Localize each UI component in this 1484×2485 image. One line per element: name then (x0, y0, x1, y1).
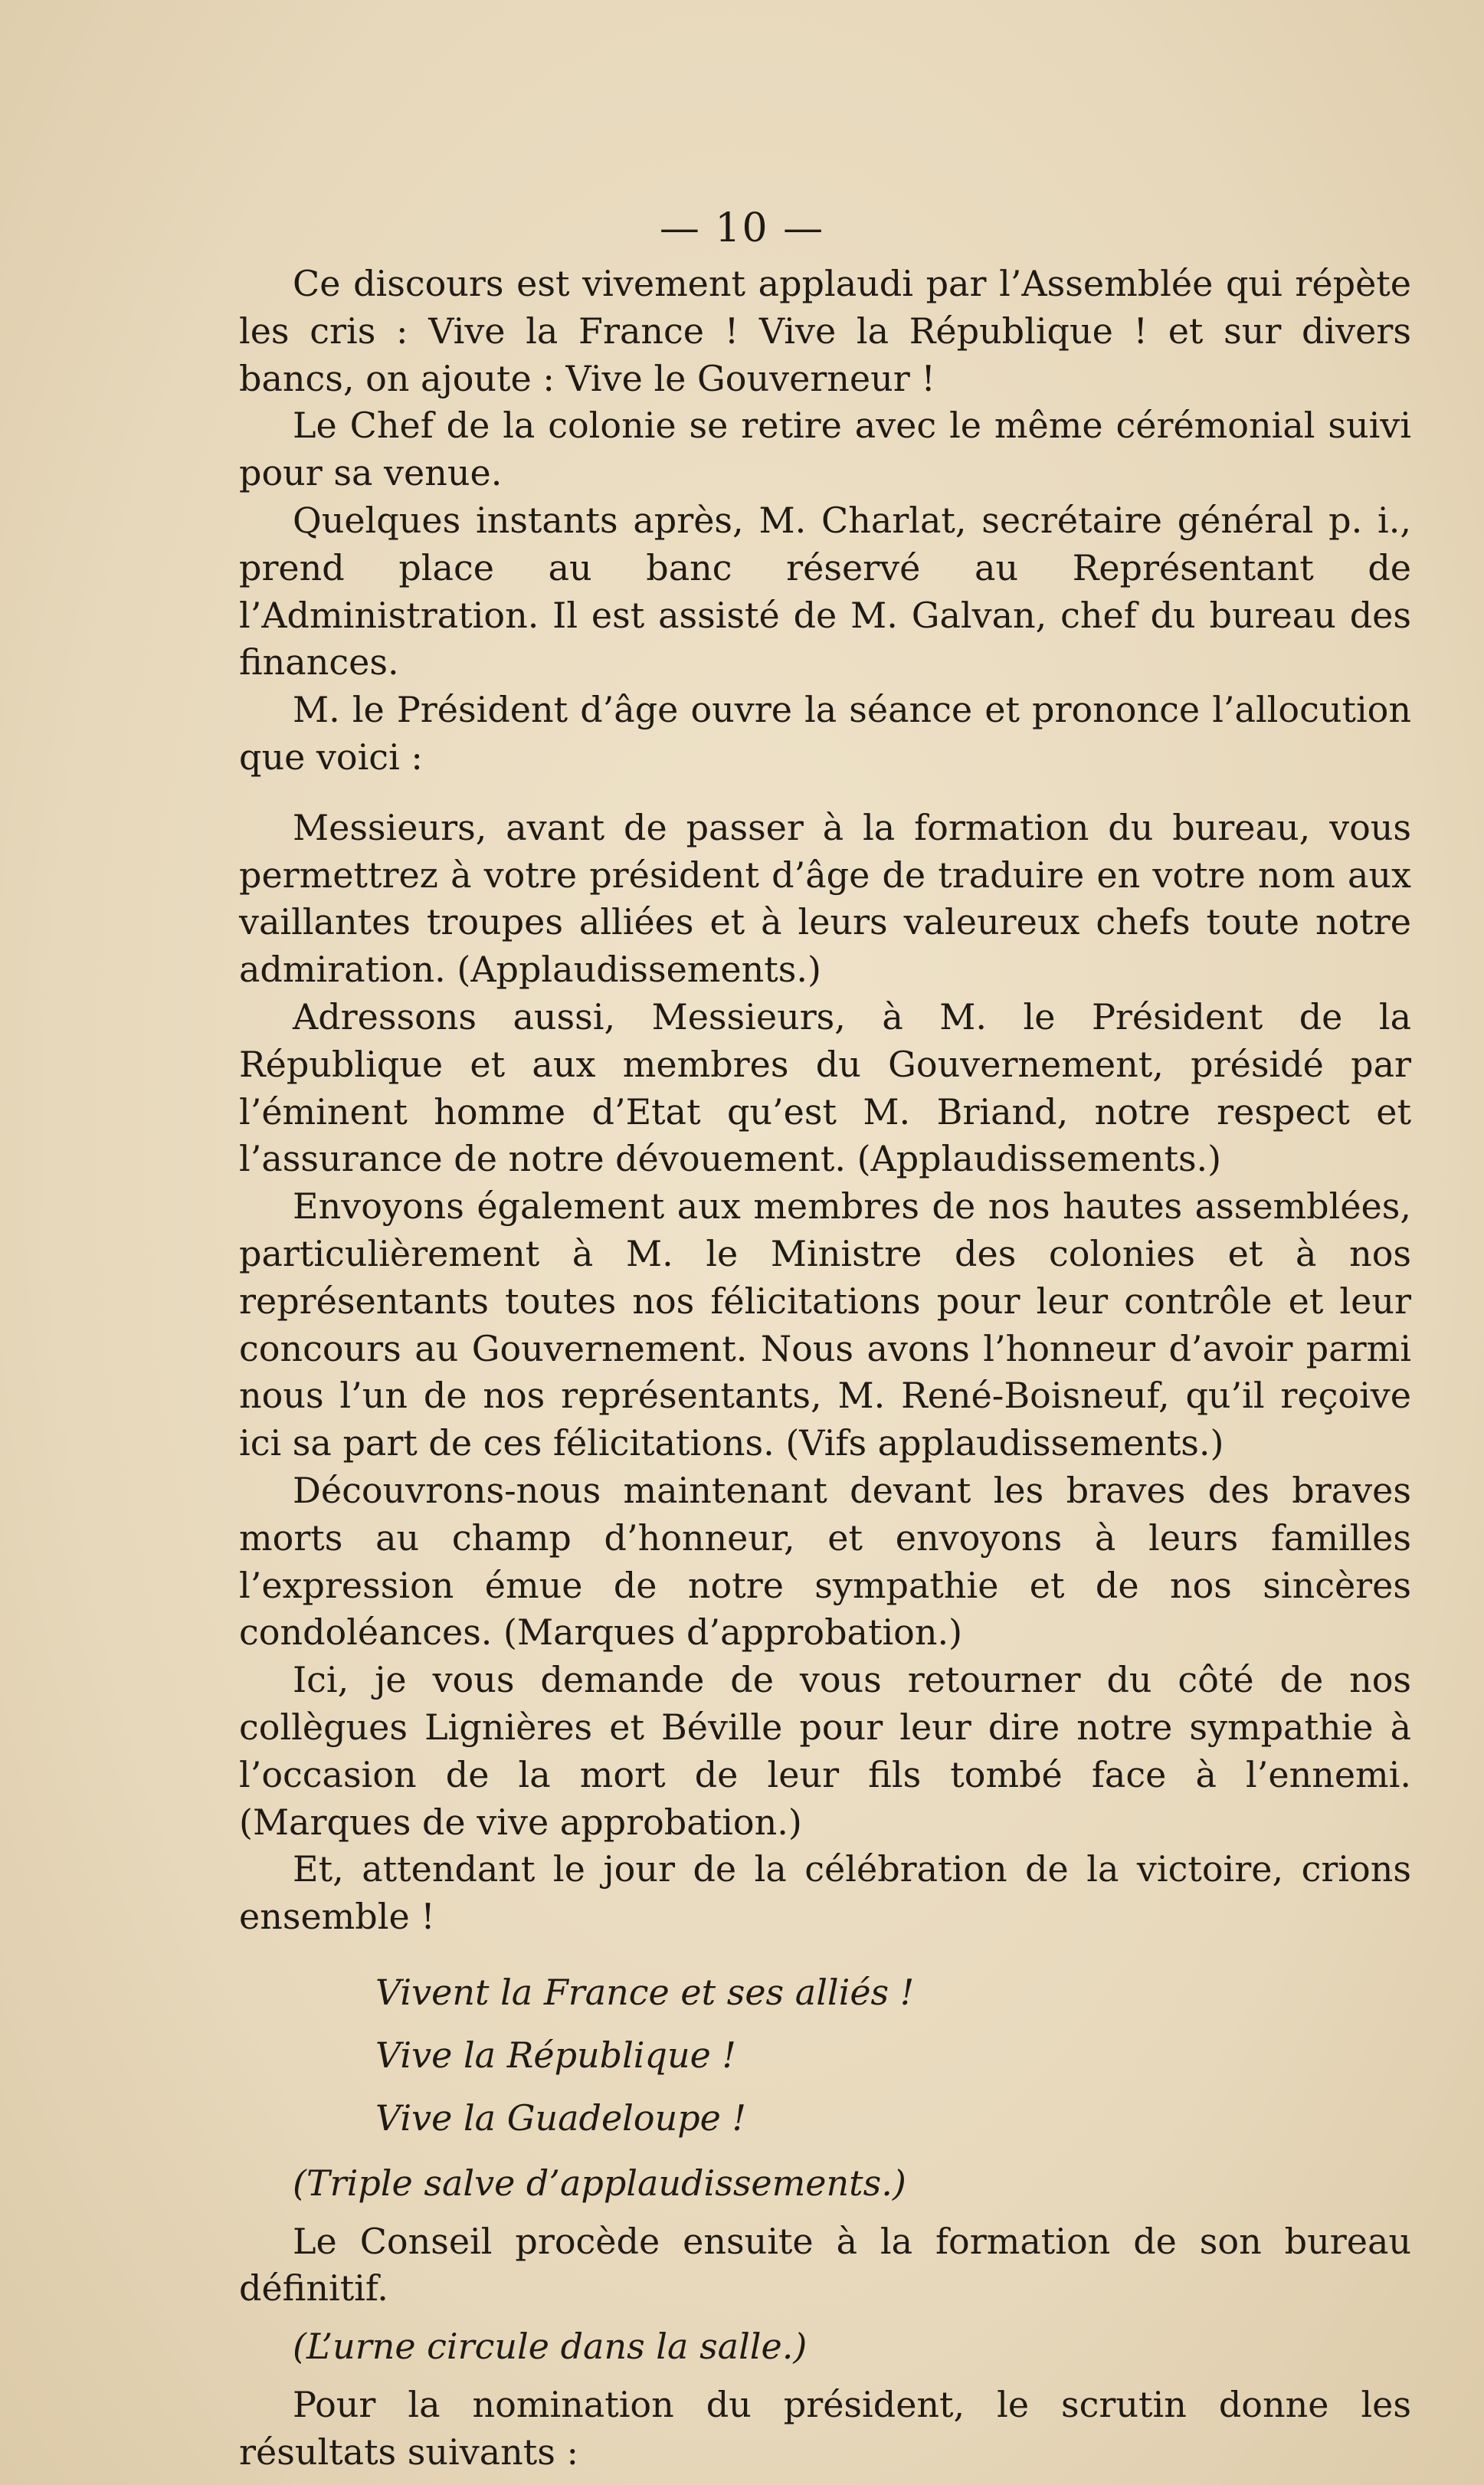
speech-paragraph-assemblies: Envoyons également aux membres de nos hautes assemblées, particulièrement à M. le Ministre des colonies et à nos représentants toutes nos félicitations pour leur contrôle et leur concours au Gouvernement. Nous avons l’honneur d’avoir parmi nous l’un de nos représentants, M. René-Boisneuf, qu’il reçoive ici sa part de ces félicitations. (Vifs applaudissements.) (239, 1185, 1411, 1464)
acclamation-line: Vive la République ! (375, 2034, 736, 2076)
paragraph-bureau: Le Conseil procède ensuite à la formation de son bureau définitif. (239, 2220, 1411, 2310)
paragraph-governor-leaves: Le Chef de la colonie se retire avec le même cérémonial suivi pour sa venue. (239, 405, 1411, 494)
speech-paragraph-fallen: Découvrons-nous maintenant devant les braves des braves morts au champ d’honneur, et envoyons à leurs familles l’expression émue de notre sympathie et de nos sincères condoléances. (Marques d’approbation.) (239, 1469, 1411, 1654)
stage-direction-urn: (L’urne circule dans la salle.) (293, 2326, 808, 2368)
acclamations-block (239, 1961, 1411, 2149)
page-number: — 10 — (659, 205, 825, 251)
speech-paragraph-republic: Adressons aussi, Messieurs, à M. le Président de la République et aux membres du Gouvernement, présidé par l’éminent homme d’Etat qu’est M. Briand, notre respect et l’assurance de notre dévouement. (Applaudissements.) (239, 995, 1411, 1180)
speech-paragraph-troops: Messieurs, avant de passer à la formation du bureau, vous permettrez à votre président d’âge de traduire en votre nom aux vaillantes troupes alliées et à leurs valeureux chefs toute notre admiration. (Applaudissements.) (239, 806, 1411, 991)
acclamation-line: Vive la Guadeloupe ! (375, 2097, 746, 2139)
stage-direction-applause: (Triple salve d’applaudissements.) (293, 2162, 906, 2204)
paragraph-charlat: Quelques instants après, M. Charlat, secrétaire général p. i., prend place au banc réservé au Représentant de l’Administration. Il est assisté de M. Galvan, chef du bureau des finances. (239, 499, 1411, 684)
speech-paragraph-victory: Et, attendant le jour de la célébration de la victoire, crions ensemble ! (239, 1848, 1411, 1938)
acclamation-line: Vivent la France et ses alliés ! (375, 1971, 915, 2013)
speech-paragraph-colleagues: Ici, je vous demande de vous retourner du côté de nos collègues Lignières et Béville pour leur dire notre sympathie à l’occasion de la mort de leur fils tombé face à l’ennemi. (Marques de vive approbation.) (239, 1659, 1411, 1843)
paragraph-president-opens: M. le Président d’âge ouvre la séance et prononce l’allocution que voici : (239, 689, 1411, 778)
paragraph-results: Pour la nomination du président, le scrutin donne les résultats suivants : (239, 2384, 1411, 2473)
paragraph-applause: Ce discours est vivement applaudi par l’Assemblée qui répète les cris : Vive la France ! Vive la République ! et sur divers bancs, on ajoute : Vive le Gouverneur ! (239, 263, 1411, 399)
text-body (239, 261, 1411, 2477)
